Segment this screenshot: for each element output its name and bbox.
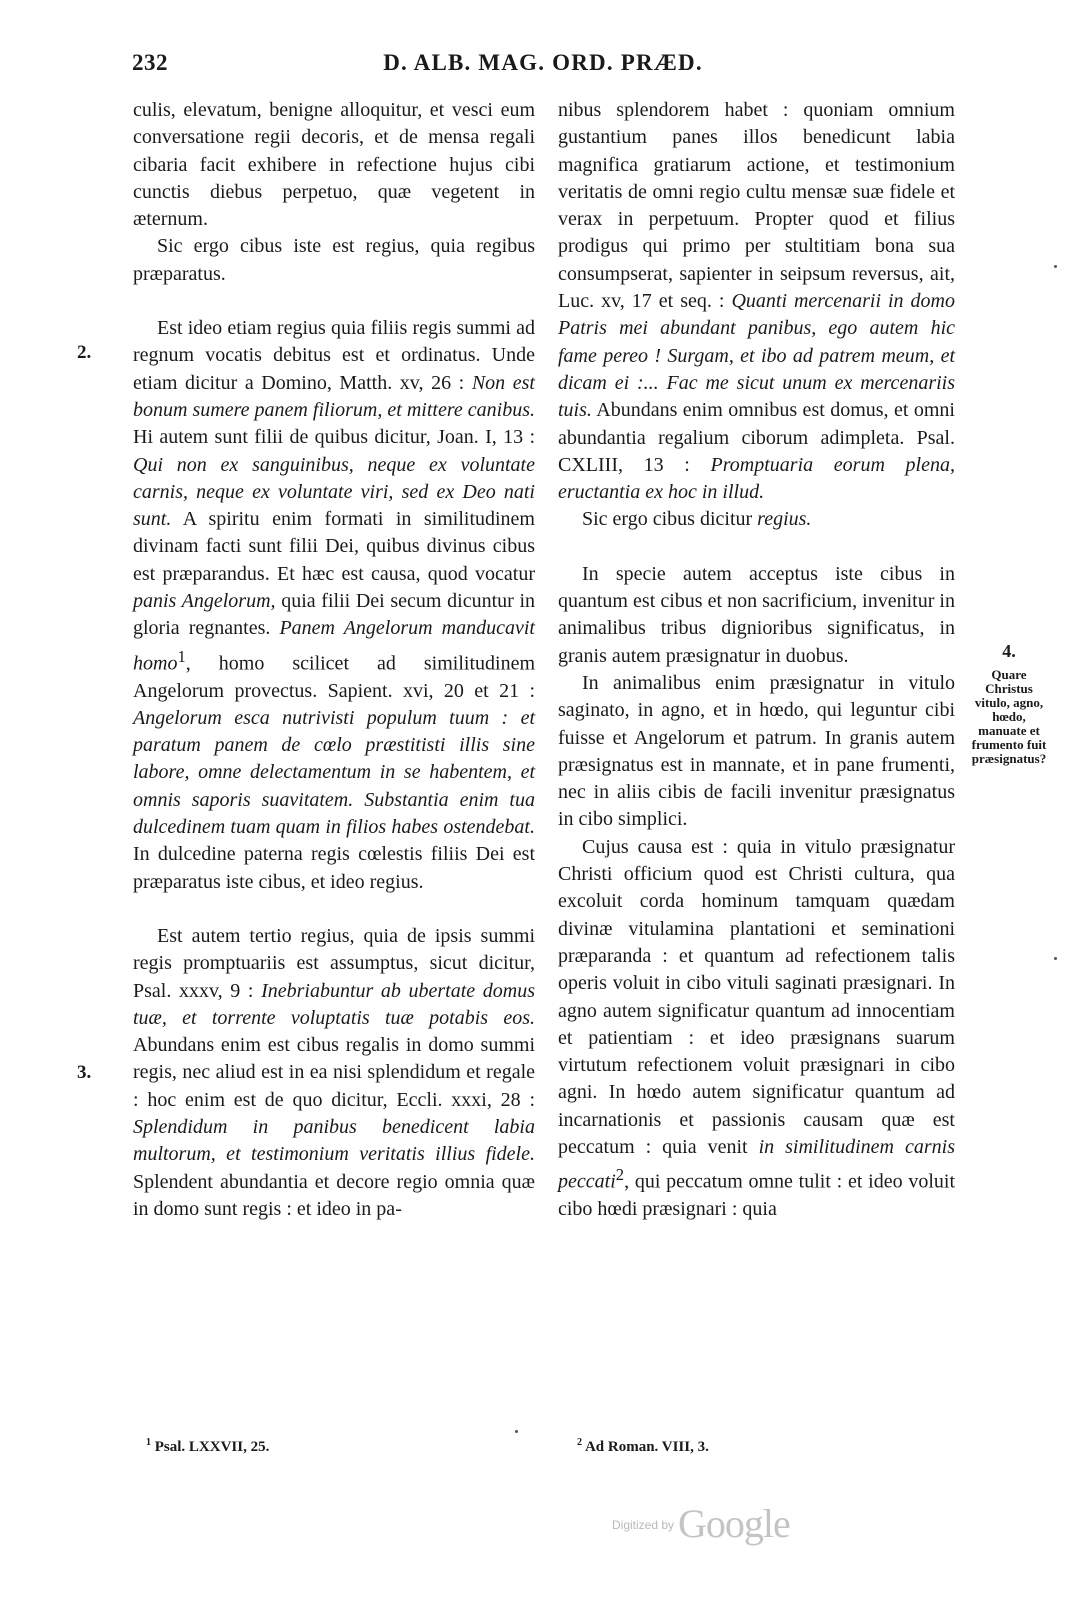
ink-speck	[1054, 957, 1057, 960]
footnote-ref: 2	[615, 1165, 625, 1185]
right-column	[558, 97, 955, 1224]
quotation: Quanti mercenarii in domo Patris mei abundant panibus, ego autem hic fame pereo ! Surgam, et ibo ad patrem meum, et dicam ei :... Fac me sicut unum ex mercenariis tuis.	[558, 290, 955, 422]
credit-prefix: Digitized by	[612, 1518, 675, 1532]
quotation: Inebriabuntur ab ubertate domus tuæ, et torrente voluptatis tuæ potabis eos.	[133, 979, 535, 1029]
text-run: Est autem tertio regius, quia de ipsis summi regis promptuariis est assumptus, sicut dicitur, Psal. xxxv, 9 :	[133, 924, 535, 1002]
running-head: D. ALB. MAG. ORD. PRÆD.	[383, 50, 703, 75]
quotation: Panem Angelorum manducavit homo	[133, 617, 535, 675]
footnote-right	[577, 1437, 709, 1456]
text-run: Sic ergo cibus dicitur	[582, 508, 758, 531]
section-number-2: 2.	[77, 342, 92, 363]
quotation: Splendidum in panibus benedicent labia multorum, et testimonium veritatis illius fidele.	[133, 1116, 535, 1166]
text-run: , qui peccatum omne tulit : et ideo voluit cibo hœdi præsignari : quia	[558, 1170, 955, 1221]
text-run: Est ideo etiam regius quia filiis regis summi ad regnum vocatis debitus est et ordinatus. Unde etiam dicitur a Domino, Matth. xv, 26 :	[133, 317, 535, 394]
section-number-3: 3.	[77, 1062, 92, 1083]
quotation: Promptuaria eorum plena, eructantia ex hoc in illud.	[558, 453, 955, 504]
footnote-left	[146, 1437, 269, 1456]
quotation: panis Angelorum,	[133, 590, 276, 613]
paragraph-section-2	[133, 315, 535, 896]
text-run: Splendent abundantia et decore regio omnia quæ in domo sunt regis : et ideo in pa-	[133, 1170, 535, 1220]
quotation: in similitudinem carnis peccati	[558, 1135, 955, 1193]
text-run: quia filii Dei secum dicuntur in gloria regnantes.	[133, 590, 536, 640]
quotation: regius.	[757, 508, 812, 531]
quotation: Non est bonum sumere panem filiorum, et mittere canibus.	[133, 371, 535, 421]
text-run: Abundans enim est cibus regalis in domo summi regis, nec aliud est in ea nisi splendidum et regale : hoc enim est de quo dicitur, Eccli. xxxi, 28 :	[133, 1034, 535, 1111]
footnote-mark: 2	[577, 1437, 582, 1448]
text-run: Abundans enim omnibus est domus, et omni abundantia regalium ciborum adimpleta. Psal. CXLIII, 13 :	[558, 399, 955, 476]
ink-speck	[1054, 265, 1057, 268]
paragraph: culis, elevatum, benigne alloquitur, et vesci eum conversatione regii decoris, et de mensa regali cibaria facit exhibere in refectione hujus cibi cunctis diebus perpetuo, quæ vegetent in æternum.	[133, 99, 535, 231]
footnote-text: Psal. LXXVII, 25.	[154, 1439, 270, 1455]
text-run: A spiritu enim formati in similitudinem divinam facti sunt filii Dei, quibus divinus cibus est præparandus. Et hæc est causa, quod vocatur	[133, 508, 535, 585]
margin-note-text: Quare Christus vitulo, agno, hœdo, manuate et frumento fuit præsignatus?	[971, 667, 1047, 766]
paragraph	[558, 97, 955, 506]
paragraph-section-4: In specie autem acceptus iste cibus in quantum est cibus et non sacrificium, invenitur in animalibus tribus dignioribus significatus, in granis autem præsignatur in duobus.	[558, 562, 955, 667]
ink-speck	[515, 1430, 518, 1433]
footnote-text: Ad Roman. VIII, 3.	[584, 1439, 709, 1455]
quotation: Qui non ex sanguinibus, neque ex voluntate carnis, neque ex voluntate viri, sed ex Deo nati sunt.	[133, 453, 535, 531]
text-run: nibus splendorem habet : quoniam omnium gustantium panes illos benedicunt labia magnifica gratiarum actione, et testimonium veritatis de omni regio cultu mensæ suæ fidele et verax in perpetuum. Propter quod et filius prodigus qui primo per stultitiam bona sua consumpserat, sapienter in seipsum reversus, ait, Luc. xv, 17 et seq. :	[558, 99, 955, 313]
text-run: Cujus causa est : quia in vitulo præsignatur Christi officium quod est Christi cultura, qua excoluit corda hominum tamquam quædam divinæ vitulamina plantationi et seminationi præparanda : et quantum ad refectionem talis operis voluit in cibo vituli saginati præsignari. In agno autem significatur quantum ad innocentiam et patientiam : et ideo præsignans suarum virtutum refectionem voluit præsignari in cibo agni. In hœdo autem significatur quantum ad incarnationis et passionis causam quæ est peccatum : quia venit	[558, 835, 955, 1158]
paragraph	[558, 834, 955, 1224]
text-run: Hi autem sunt filii de quibus dicitur, Joan. I, 13 :	[133, 426, 535, 449]
paragraph-section-3	[133, 923, 535, 1223]
page-number: 232	[132, 50, 168, 75]
paragraph	[558, 506, 955, 533]
margin-note	[968, 641, 1050, 766]
left-column	[133, 97, 535, 1223]
text-run: In dulcedine paterna regis cœlestis filiis Dei est præparatus iste cibus, et ideo regius.	[133, 843, 535, 893]
page-header	[132, 50, 954, 84]
section-number-4: 4.	[1002, 641, 1016, 661]
paragraph: Sic ergo cibus iste est regius, quia regibus præparatus.	[133, 235, 535, 285]
footnote-mark: 1	[146, 1437, 151, 1448]
google-logo: Google	[678, 1501, 790, 1546]
paragraph: In animalibus enim præsignatur in vitulo saginato, in agno, et in hœdo, qui leguntur cibi fuisse et Angelorum et patrum. In granis autem præsignatus est in mannate, et in pane frumenti, nec in aliis cibis de facili invenitur præsignatus in cibo simplici.	[558, 671, 955, 831]
digitized-by-credit	[612, 1500, 790, 1546]
quotation: Angelorum esca nutrivisti populum tuum : et paratum panem de cœlo præstitisti illis sine labore, omne delectamentum in se habentem, et omnis saporis suavitatem. Substantia enim tua dulcedinem tuam quam in filios habes ostendebat.	[133, 706, 535, 839]
footnote-ref: 1	[177, 646, 186, 666]
text-run: , homo scilicet ad similitudinem Angelorum provectus. Sapient. xvi, 20 et 21 :	[133, 652, 535, 702]
